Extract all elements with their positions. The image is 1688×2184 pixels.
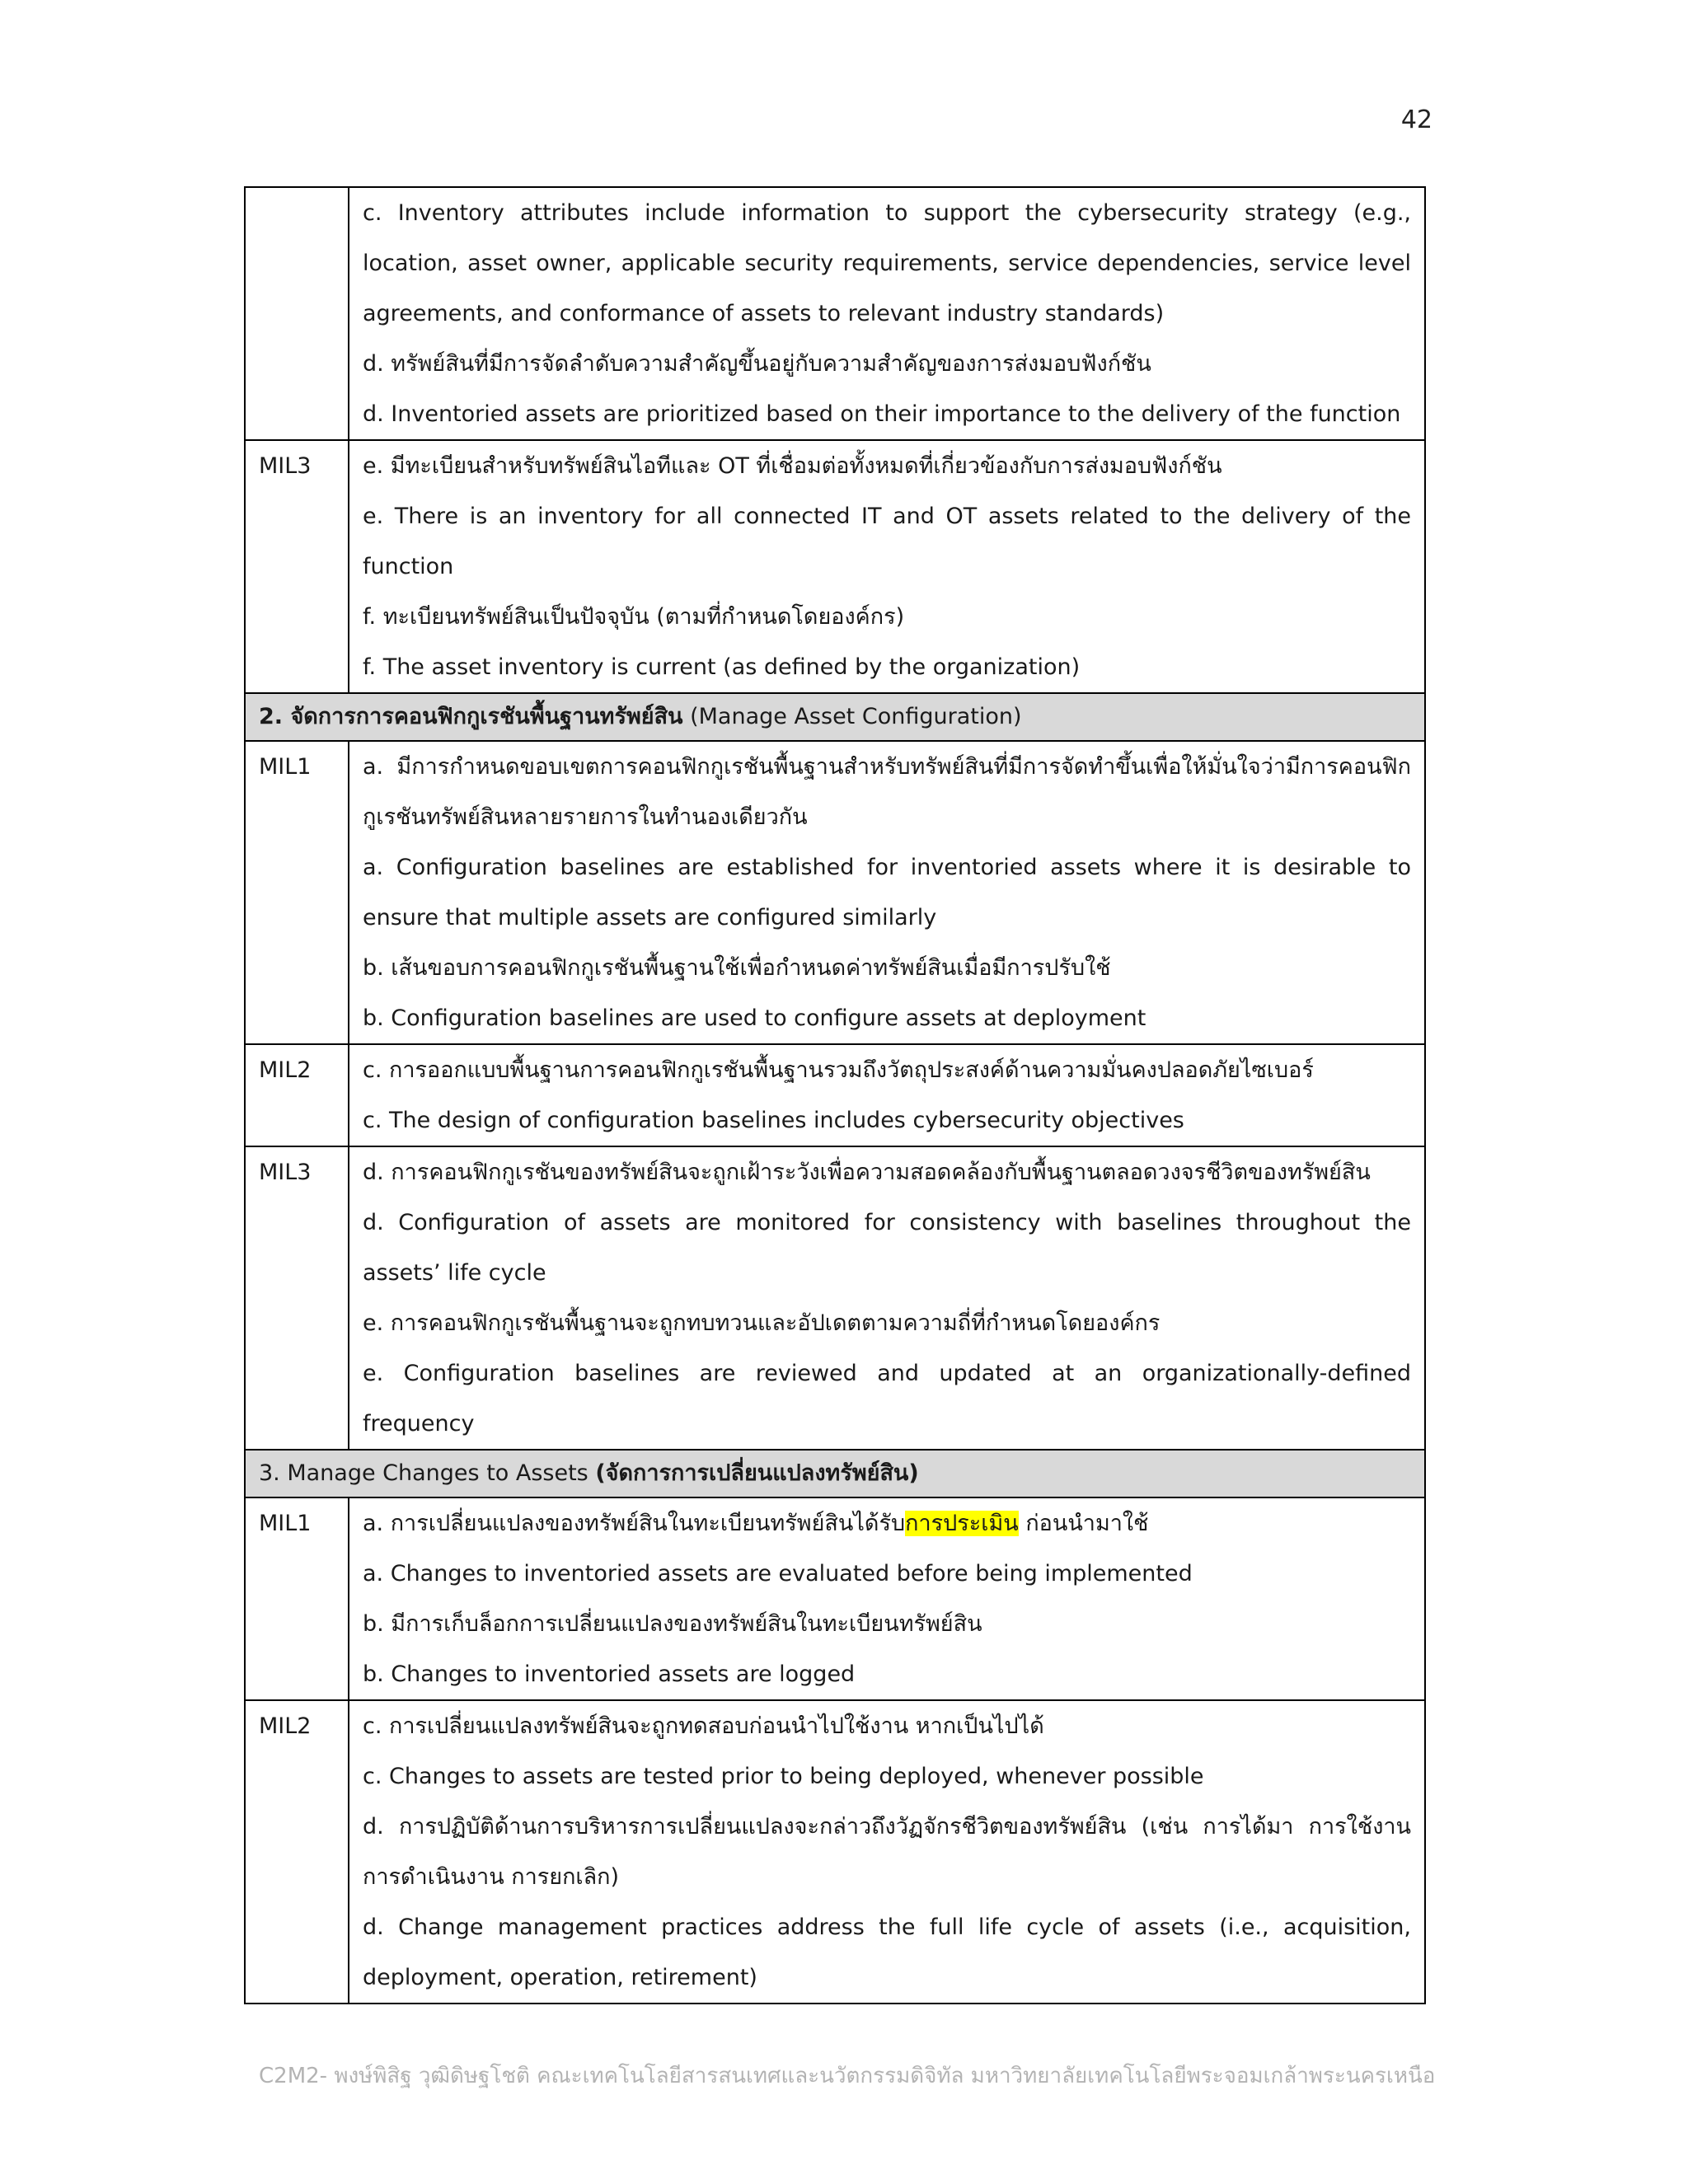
practice-line: b. Configuration baselines are used to configure assets at deployment (363, 1005, 1146, 1031)
section-header (245, 1450, 1425, 1497)
page-footer: C2M2- พงษ์พิสิฐ วุฒิดิษฐโชติ คณะเทคโนโลยีสารสนเทศและนวัตกรรมดิจิทัล มหาวิทยาลัยเทคโนโลยีพระจอมเกล้าพระนครเหนือ (259, 2064, 1436, 2088)
section-header-row (245, 693, 1425, 741)
practice-line (363, 1498, 1411, 1549)
level-cell: MIL3 (245, 1146, 349, 1450)
section-title-thai: (จัดการการเปลี่ยนแปลงทรัพย์สิน) (595, 1460, 919, 1486)
practice-cell (349, 440, 1425, 693)
table-row (245, 1700, 1425, 2004)
section-title-thai: 2. จัดการการคอนฟิกกูเรชันพื้นฐานทรัพย์สิน (259, 704, 683, 729)
practice-line: d. การปฏิบัติด้านการบริหารการเปลี่ยนแปลงจะกล่าวถึงวัฏจักรชีวิตของทรัพย์สิน (เช่น การได้มา การใช้งาน การดำเนินงาน การยกเลิก) (363, 1814, 1411, 1890)
practice-cell (349, 1497, 1425, 1700)
practice-cell (349, 1146, 1425, 1450)
practice-line: f. ทะเบียนทรัพย์สินเป็นปัจจุบัน (ตามที่กำหนดโดยองค์กร) (363, 604, 905, 630)
practice-text: ก่อนนำมาใช้ (1018, 1511, 1149, 1536)
practice-cell (349, 741, 1425, 1044)
level-cell: MIL3 (245, 440, 349, 693)
table-row (245, 1497, 1425, 1700)
table-row (245, 1146, 1425, 1450)
practice-line: b. มีการเก็บล็อกการเปลี่ยนแปลงของทรัพย์สินในทะเบียนทรัพย์สิน (363, 1611, 982, 1637)
practice-line: e. การคอนฟิกกูเรชันพื้นฐานจะถูกทบทวนและอัปเดตตามความถี่ที่กำหนดโดยองค์กร (363, 1310, 1160, 1336)
level-cell: MIL1 (245, 741, 349, 1044)
practice-line: a. Configuration baselines are established for inventoried assets where it is desirable to ensure that multiple assets are configured similarly (363, 855, 1411, 930)
practice-line: c. การออกแบบพื้นฐานการคอนฟิกกูเรชันพื้นฐานรวมถึงวัตถุประสงค์ด้านความมั่นคงปลอดภัยไซเบอร์ (363, 1057, 1314, 1083)
level-cell: MIL1 (245, 1497, 349, 1700)
maturity-table (244, 186, 1426, 2004)
practice-line: c. Changes to assets are tested prior to being deployed, whenever possible (363, 1764, 1204, 1789)
practice-line: d. Configuration of assets are monitored for consistency with baselines throughout the assets’ life cycle (363, 1210, 1411, 1286)
practice-text: a. การเปลี่ยนแปลงของทรัพย์สินในทะเบียนทรัพย์สินได้รับ (363, 1511, 906, 1536)
section-header-row (245, 1450, 1425, 1497)
level-cell (245, 187, 349, 440)
level-cell: MIL2 (245, 1700, 349, 2004)
practice-line: a. Changes to inventoried assets are evaluated before being implemented (363, 1561, 1193, 1586)
section-title-en: (Manage Asset Configuration) (682, 704, 1022, 729)
practice-line: b. Changes to inventoried assets are logged (363, 1661, 856, 1687)
practice-line: c. การเปลี่ยนแปลงทรัพย์สินจะถูกทดสอบก่อนนำไปใช้งาน หากเป็นไปได้ (363, 1713, 1044, 1739)
section-header (245, 693, 1425, 741)
practice-line: d. Inventoried assets are prioritized based on their importance to the delivery of the function (363, 401, 1401, 427)
practice-line: e. มีทะเบียนสำหรับทรัพย์สินไอทีและ OT ที่เชื่อมต่อทั้งหมดที่เกี่ยวข้องกับการส่งมอบฟังก์ชัน (363, 453, 1222, 479)
practice-line: d. การคอนฟิกกูเรชันของทรัพย์สินจะถูกเฝ้าระวังเพื่อความสอดคล้องกับพื้นฐานตลอดวงจรชีวิตของทรัพย์สิน (363, 1160, 1371, 1185)
practice-line: f. The asset inventory is current (as defined by the organization) (363, 654, 1081, 680)
practice-line: c. The design of configuration baselines includes cybersecurity objectives (363, 1108, 1184, 1133)
table-row (245, 1044, 1425, 1146)
practice-cell (349, 1700, 1425, 2004)
page-number: 42 (1400, 105, 1432, 134)
table-row (245, 440, 1425, 693)
section-title-en: 3. Manage Changes to Assets (259, 1460, 596, 1486)
practice-line: a. มีการกำหนดขอบเขตการคอนฟิกกูเรชันพื้นฐานสำหรับทรัพย์สินที่มีการจัดทำขึ้นเพื่อให้มั่นใจว่ามีการคอนฟิกกูเรชันทรัพย์สินหลายรายการในทำนองเดียวกัน (363, 754, 1411, 830)
practice-line: c. Inventory attributes include information to support the cybersecurity strategy (e.g., location, asset owner, applicable security requirements, service dependencies, service level agreements, and conformance of assets to relevant industry standards) (363, 200, 1411, 326)
table-row (245, 187, 1425, 440)
practice-cell (349, 187, 1425, 440)
table-row (245, 741, 1425, 1044)
practice-line: e. There is an inventory for all connected IT and OT assets related to the delivery of the function (363, 504, 1411, 579)
practice-line: e. Configuration baselines are reviewed and updated at an organizationally-defined frequency (363, 1361, 1411, 1436)
practice-cell (349, 1044, 1425, 1146)
practice-line: d. Change management practices address the full life cycle of assets (i.e., acquisition, deployment, operation, retirement) (363, 1915, 1411, 1990)
highlighted-text: การประเมิน (905, 1511, 1019, 1536)
level-cell: MIL2 (245, 1044, 349, 1146)
practice-line: d. ทรัพย์สินที่มีการจัดลำดับความสำคัญขึ้นอยู่กับความสำคัญของการส่งมอบฟังก์ชัน (363, 351, 1151, 377)
practice-line: b. เส้นขอบการคอนฟิกกูเรชันพื้นฐานใช้เพื่อกำหนดค่าทรัพย์สินเมื่อมีการปรับใช้ (363, 955, 1111, 981)
